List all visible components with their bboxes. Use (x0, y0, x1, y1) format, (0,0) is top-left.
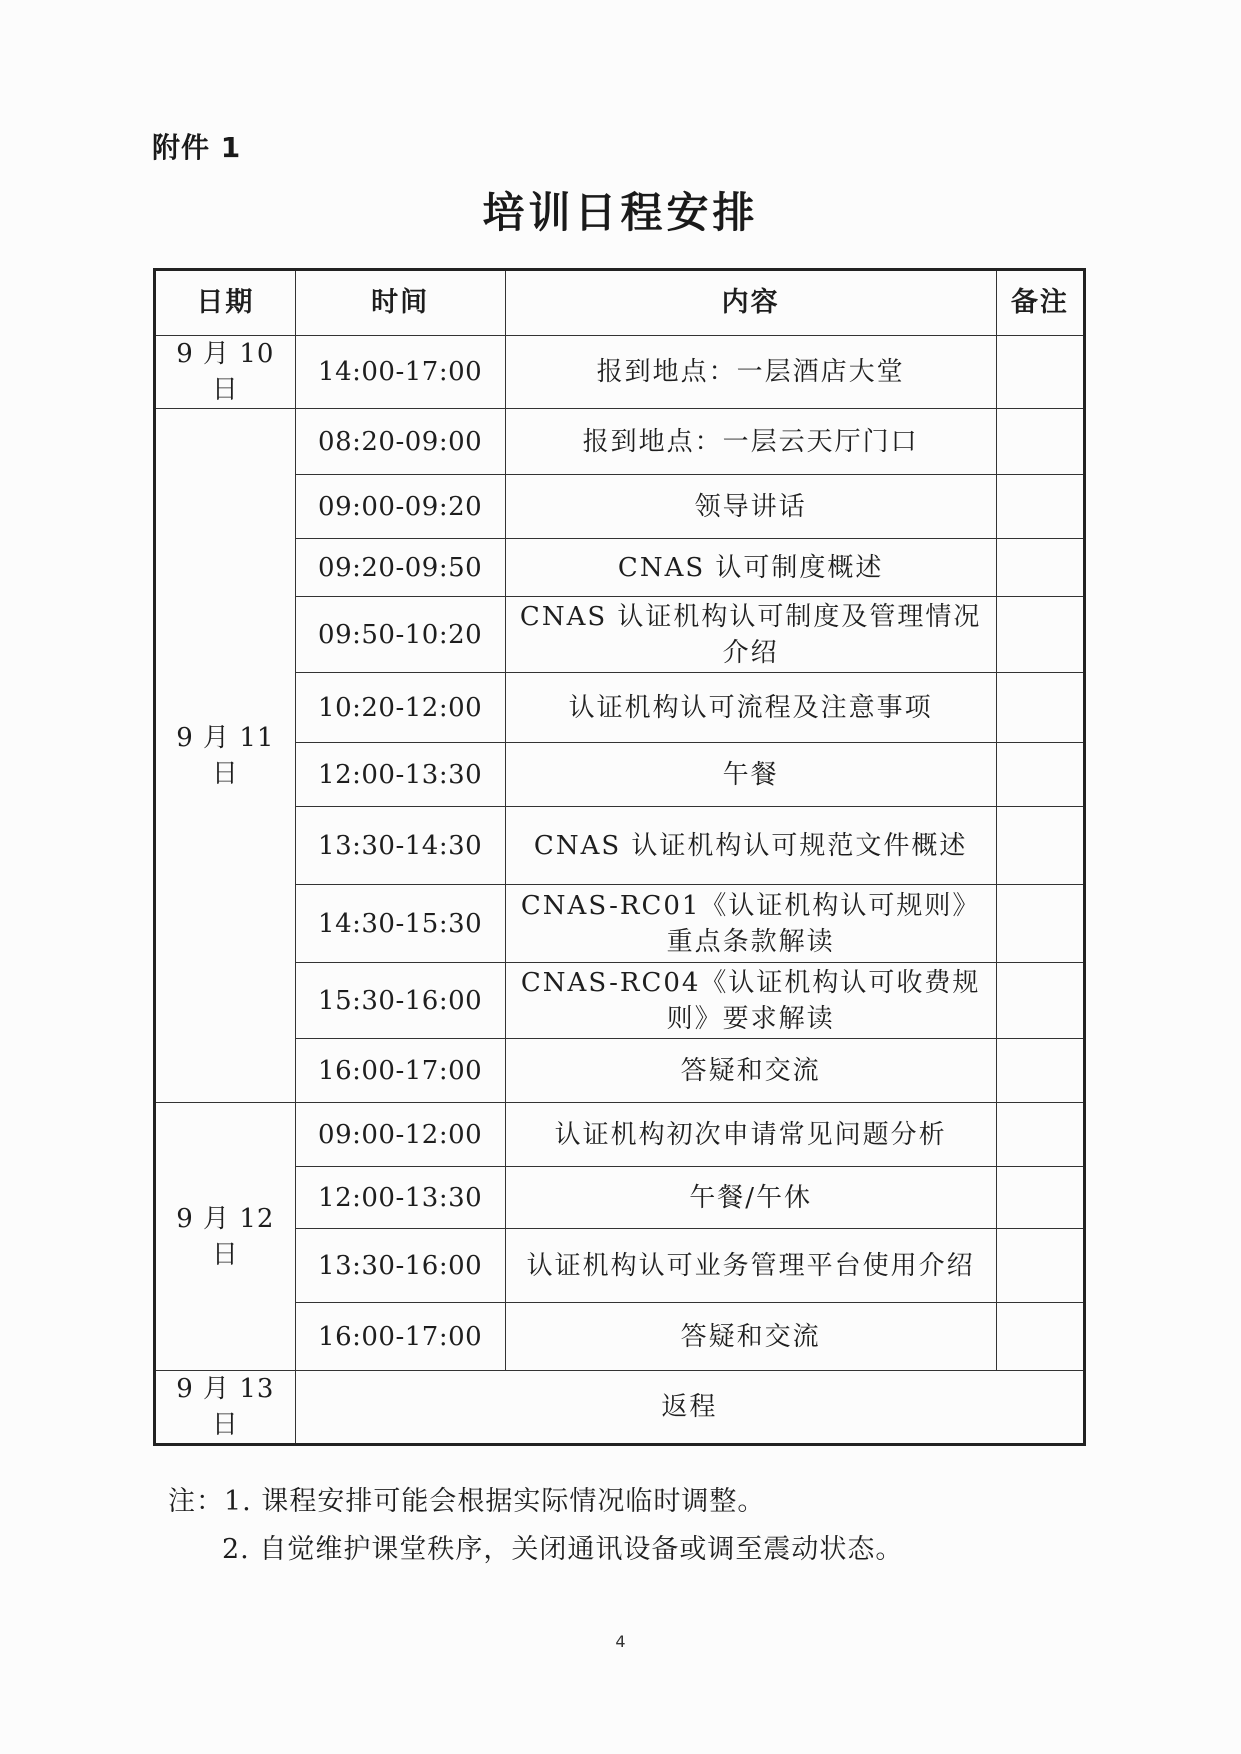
header-time: 时间 (295, 270, 505, 336)
time-cell: 13:30-14:30 (295, 807, 505, 885)
content-cell: 报到地点：一层酒店大堂 (505, 336, 996, 409)
date-cell: 9 月 11 日 (155, 409, 296, 1103)
time-cell: 08:20-09:00 (295, 409, 505, 475)
content-cell: 认证机构认可业务管理平台使用介绍 (505, 1229, 996, 1303)
table-row (155, 336, 1085, 409)
schedule-body (155, 336, 1085, 1445)
content-cell: CNAS 认证机构认可制度及管理情况介绍 (505, 597, 996, 673)
time-cell: 13:30-16:00 (295, 1229, 505, 1303)
content-cell: CNAS 认证机构认可规范文件概述 (505, 807, 996, 885)
table-row (155, 1371, 1085, 1445)
content-cell: 认证机构初次申请常见问题分析 (505, 1103, 996, 1167)
remark-cell (996, 475, 1084, 539)
schedule-table (153, 268, 1086, 1446)
content-cell: CNAS 认可制度概述 (505, 539, 996, 597)
remark-cell (996, 1167, 1084, 1229)
note-line-1: 注：1. 课程安排可能会根据实际情况临时调整。 (168, 1486, 766, 1517)
remark-cell (996, 1229, 1084, 1303)
page-number: 4 (615, 1632, 626, 1651)
remark-cell (996, 409, 1084, 475)
page-title: 培训日程安排 (482, 188, 759, 237)
remark-cell (996, 539, 1084, 597)
time-cell: 10:20-12:00 (295, 673, 505, 743)
content-cell: CNAS-RC04《认证机构认可收费规则》要求解读 (505, 963, 996, 1039)
header-date: 日期 (155, 270, 296, 336)
header-content: 内容 (505, 270, 996, 336)
content-cell: 报到地点：一层云天厅门口 (505, 409, 996, 475)
time-cell: 14:30-15:30 (295, 885, 505, 963)
time-cell: 09:20-09:50 (295, 539, 505, 597)
content-cell: 午餐 (505, 743, 996, 807)
time-cell: 12:00-13:30 (295, 1167, 505, 1229)
attachment-label: 附件 1 (152, 131, 242, 164)
date-cell: 9 月 12 日 (155, 1103, 296, 1371)
content-cell: 认证机构认可流程及注意事项 (505, 673, 996, 743)
remark-cell (996, 743, 1084, 807)
merged-content-cell: 返程 (295, 1371, 1084, 1445)
content-cell: 午餐/午休 (505, 1167, 996, 1229)
time-cell: 16:00-17:00 (295, 1303, 505, 1371)
time-cell: 09:00-09:20 (295, 475, 505, 539)
notes (168, 1478, 903, 1574)
content-cell: CNAS-RC01《认证机构认可规则》重点条款解读 (505, 885, 996, 963)
remark-cell (996, 885, 1084, 963)
table-row (155, 409, 1085, 475)
remark-cell (996, 807, 1084, 885)
time-cell: 14:00-17:00 (295, 336, 505, 409)
remark-cell (996, 1303, 1084, 1371)
remark-cell (996, 1103, 1084, 1167)
remark-cell (996, 673, 1084, 743)
date-cell: 9 月 10 日 (155, 336, 296, 409)
time-cell: 12:00-13:30 (295, 743, 505, 807)
table-header-row (155, 270, 1085, 336)
content-cell: 领导讲话 (505, 475, 996, 539)
remark-cell (996, 336, 1084, 409)
time-cell: 09:50-10:20 (295, 597, 505, 673)
content-cell: 答疑和交流 (505, 1303, 996, 1371)
time-cell: 09:00-12:00 (295, 1103, 505, 1167)
content-cell: 答疑和交流 (505, 1039, 996, 1103)
remark-cell (996, 597, 1084, 673)
time-cell: 16:00-17:00 (295, 1039, 505, 1103)
remark-cell (996, 963, 1084, 1039)
note-line-2: 2. 自觉维护课堂秩序，关闭通讯设备或调至震动状态。 (222, 1534, 904, 1565)
remark-cell (996, 1039, 1084, 1103)
table-row (155, 1103, 1085, 1167)
date-cell: 9 月 13 日 (155, 1371, 296, 1445)
header-remarks: 备注 (996, 270, 1084, 336)
time-cell: 15:30-16:00 (295, 963, 505, 1039)
